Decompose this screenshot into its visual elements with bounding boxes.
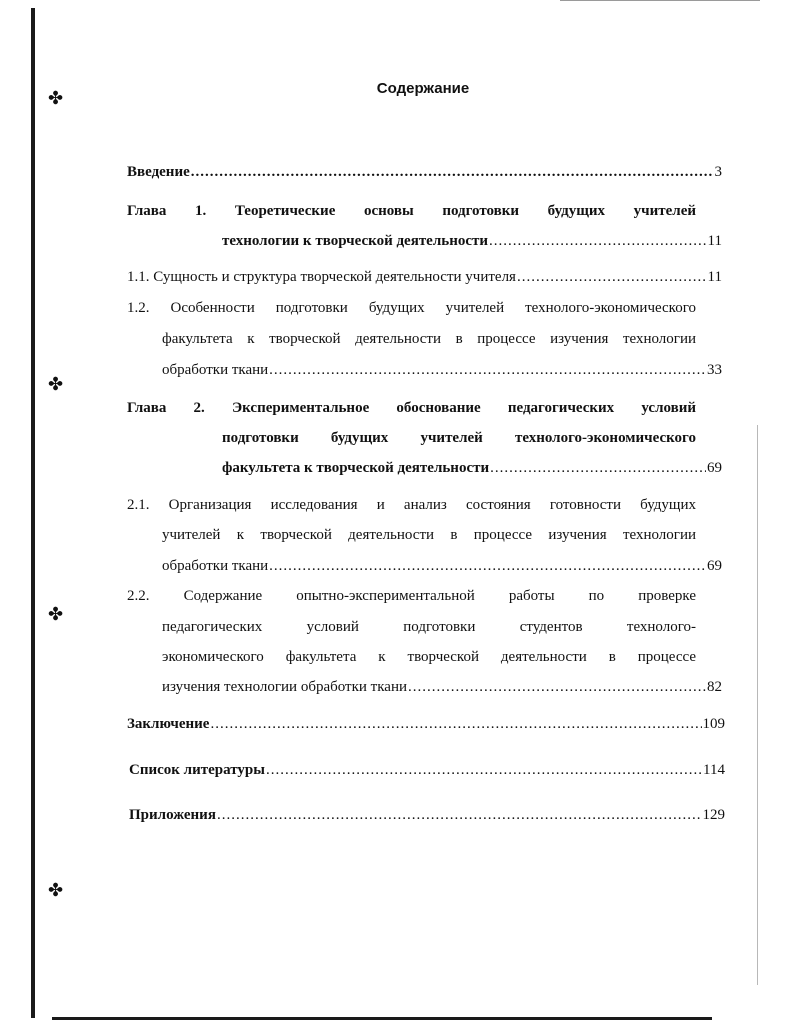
binder-hole-mark-icon: ✤ xyxy=(48,880,64,901)
toc-section-2-1-line: учителей к творческой деятельности в процессе изучения технологии xyxy=(162,527,696,543)
toc-entry-section-2-1 xyxy=(162,556,722,576)
binder-hole-mark-icon: ✤ xyxy=(48,604,64,625)
toc-section-2-1-line: 2.1. Организация исследования и анализ состояния готовности будущих xyxy=(127,497,696,513)
scan-edge-right xyxy=(757,425,758,985)
toc-entry-label: Заключение xyxy=(127,716,210,732)
toc-page-number: 11 xyxy=(707,233,722,249)
toc-entry-label: изучения технологии обработки ткани xyxy=(162,679,408,695)
toc-leader-dots xyxy=(408,677,706,697)
toc-page-number: 114 xyxy=(703,762,725,778)
toc-entry-label: Введение xyxy=(127,164,190,180)
toc-entry-label: факультета к творческой деятельности xyxy=(222,460,490,476)
toc-entry-intro xyxy=(127,162,722,182)
toc-entry-conclusion xyxy=(127,714,725,734)
toc-page-number: 69 xyxy=(707,460,722,476)
toc-entry-section-1-1 xyxy=(127,267,722,287)
toc-entry-bibliography xyxy=(129,760,725,780)
toc-chapter-2-line: подготовки будущих учителей технолого-экономического xyxy=(222,430,696,446)
scan-edge-left xyxy=(31,8,35,1018)
toc-leader-dots xyxy=(489,231,707,251)
toc-chapter-2-line: Глава 2. Экспериментальное обоснование педагогических условий xyxy=(127,400,696,416)
toc-leader-dots xyxy=(210,714,701,734)
toc-page-number: 33 xyxy=(707,362,722,378)
toc-page-number: 3 xyxy=(714,164,722,180)
toc-entry-chapter-2 xyxy=(222,458,722,478)
toc-section-1-2-line: факультета к творческой деятельности в процессе изучения технологии xyxy=(162,331,696,347)
scan-edge-top xyxy=(560,0,760,1)
page-title: Содержание xyxy=(376,80,470,97)
toc-page-number: 109 xyxy=(702,716,725,732)
toc-page-number: 82 xyxy=(707,679,722,695)
toc-leader-dots xyxy=(266,760,702,780)
toc-chapter-1-title: Глава 1. Теоретические основы подготовки будущих учителей xyxy=(127,203,696,219)
toc-section-2-2-line: 2.2. Содержание опытно-экспериментальной работы по проверке xyxy=(127,588,696,604)
toc-page-number: 69 xyxy=(707,558,722,574)
toc-leader-dots xyxy=(269,360,706,380)
toc-page-number: 11 xyxy=(707,269,722,285)
toc-section-1-2-line: 1.2. Особенности подготовки будущих учителей технолого-экономического xyxy=(127,300,696,316)
scan-edge-bottom xyxy=(52,1017,712,1020)
toc-entry-label: 1.1. Сущность и структура творческой деятельности учителя xyxy=(127,269,516,285)
toc-entry-label: Приложения xyxy=(129,807,216,823)
binder-hole-mark-icon: ✤ xyxy=(48,88,64,109)
toc-leader-dots xyxy=(191,162,714,182)
toc-leader-dots xyxy=(269,556,706,576)
toc-entry-section-1-2 xyxy=(162,360,722,380)
toc-entry-label: технологии к творческой деятельности xyxy=(222,233,489,249)
toc-page-number: 129 xyxy=(702,807,725,823)
toc-entry-appendices xyxy=(129,805,725,825)
toc-leader-dots xyxy=(217,805,702,825)
binder-hole-mark-icon: ✤ xyxy=(48,374,64,395)
toc-entry-section-2-2 xyxy=(162,677,722,697)
toc-entry-label: обработки ткани xyxy=(162,558,269,574)
toc-leader-dots xyxy=(517,267,707,287)
toc-section-2-2-line: экономического факультета к творческой деятельности в процессе xyxy=(162,649,696,665)
toc-entry-label: обработки ткани xyxy=(162,362,269,378)
toc-entry-chapter-1 xyxy=(222,231,722,251)
toc-section-2-2-line: педагогических условий подготовки студентов технолого- xyxy=(162,619,696,635)
toc-leader-dots xyxy=(490,458,706,478)
toc-entry-label: Список литературы xyxy=(129,762,265,778)
